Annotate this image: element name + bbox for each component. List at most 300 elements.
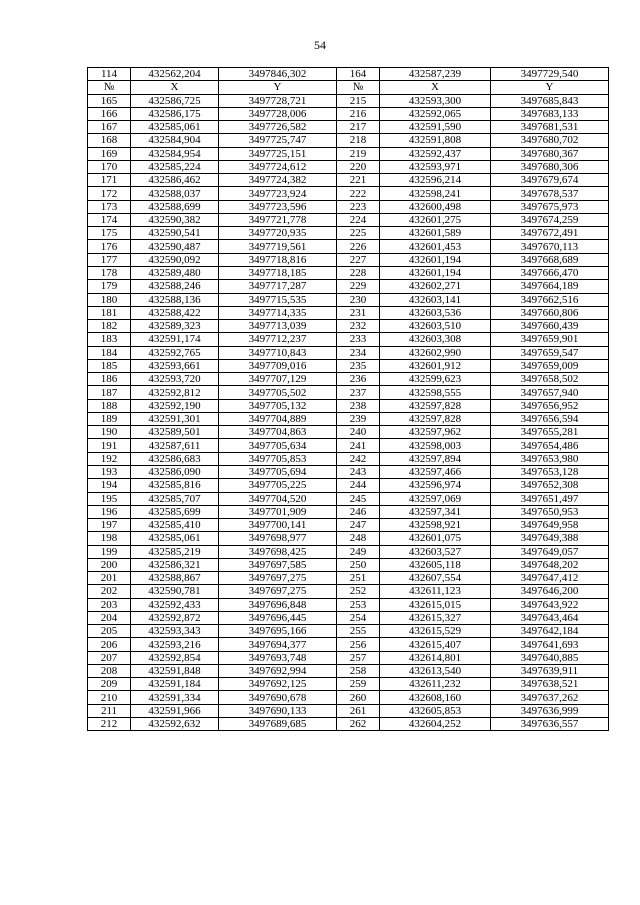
cell-x-coordinate: 432590,382	[131, 213, 219, 226]
cell-point-number: 186	[88, 373, 131, 386]
cell-y-coordinate: 3497643,464	[491, 611, 609, 624]
cell-x-coordinate: 432615,529	[380, 625, 491, 638]
cell-x-coordinate: 432597,341	[380, 505, 491, 518]
table-row	[88, 293, 609, 306]
table-row	[88, 718, 609, 731]
cell-point-number: 182	[88, 320, 131, 333]
cell-point-number: 219	[337, 147, 380, 160]
cell-y-coordinate: 3497695,166	[219, 625, 337, 638]
table-row	[88, 200, 609, 213]
cell-y-coordinate: 3497656,594	[491, 412, 609, 425]
cell-x-coordinate: 432601,194	[380, 253, 491, 266]
cell-x-coordinate: 432599,623	[380, 373, 491, 386]
cell-point-number: 169	[88, 147, 131, 160]
cell-x-coordinate: 432598,003	[380, 439, 491, 452]
table-row	[88, 572, 609, 585]
cell-x-coordinate: 432588,422	[131, 306, 219, 319]
cell-y-coordinate: 3497697,585	[219, 558, 337, 571]
table-row	[88, 306, 609, 319]
table-row	[88, 266, 609, 279]
table-row	[88, 558, 609, 571]
cell-x-coordinate: 432603,536	[380, 306, 491, 319]
cell-point-number: 233	[337, 333, 380, 346]
cell-x-coordinate: 432591,808	[380, 134, 491, 147]
cell-x-coordinate: 432597,894	[380, 452, 491, 465]
cell-y-coordinate: 3497696,848	[219, 598, 337, 611]
cell-x-coordinate: 432608,160	[380, 691, 491, 704]
cell-point-number: 184	[88, 346, 131, 359]
cell-y-coordinate: 3497723,924	[219, 187, 337, 200]
cell-x-coordinate: 432597,828	[380, 399, 491, 412]
cell-x-coordinate: 432591,334	[131, 691, 219, 704]
cell-point-number: 228	[337, 266, 380, 279]
table-row	[88, 253, 609, 266]
cell-point-number: 207	[88, 651, 131, 664]
cell-x-coordinate: 432603,527	[380, 545, 491, 558]
cell-y-coordinate: 3497662,516	[491, 293, 609, 306]
cell-y-coordinate: 3497653,980	[491, 452, 609, 465]
cell-y-coordinate: 3497712,237	[219, 333, 337, 346]
table-row	[88, 399, 609, 412]
cell-point-number: 237	[337, 386, 380, 399]
cell-y-coordinate: 3497713,039	[219, 320, 337, 333]
table-row	[88, 678, 609, 691]
cell-y-coordinate: 3497657,940	[491, 386, 609, 399]
cell-y-coordinate: 3497705,225	[219, 479, 337, 492]
cell-x-coordinate: 432598,555	[380, 386, 491, 399]
table-row	[88, 479, 609, 492]
cell-y-coordinate: 3497646,200	[491, 585, 609, 598]
column-header-x-coordinate: X	[380, 81, 491, 94]
cell-point-number: 218	[337, 134, 380, 147]
cell-point-number: 227	[337, 253, 380, 266]
cell-point-number: 244	[337, 479, 380, 492]
table-row	[88, 465, 609, 478]
table-row	[88, 519, 609, 532]
cell-x-coordinate: 432585,061	[131, 532, 219, 545]
cell-point-number: 197	[88, 519, 131, 532]
cell-y-coordinate: 3497660,439	[491, 320, 609, 333]
column-header-x-coordinate: X	[131, 81, 219, 94]
cell-x-coordinate: 432603,141	[380, 293, 491, 306]
cell-y-coordinate: 3497649,388	[491, 532, 609, 545]
cell-point-number: 179	[88, 280, 131, 293]
cell-x-coordinate: 432615,407	[380, 638, 491, 651]
table-row	[88, 651, 609, 664]
table-row	[88, 333, 609, 346]
cell-y-coordinate: 3497649,057	[491, 545, 609, 558]
cell-x-coordinate: 432585,219	[131, 545, 219, 558]
cell-x-coordinate: 432592,812	[131, 386, 219, 399]
cell-x-coordinate: 432611,232	[380, 678, 491, 691]
cell-y-coordinate: 3497670,113	[491, 240, 609, 253]
cell-x-coordinate: 432586,321	[131, 558, 219, 571]
cell-y-coordinate: 3497680,367	[491, 147, 609, 160]
cell-point-number: 240	[337, 426, 380, 439]
cell-y-coordinate: 3497715,535	[219, 293, 337, 306]
cell-y-coordinate: 3497678,537	[491, 187, 609, 200]
cell-x-coordinate: 432590,781	[131, 585, 219, 598]
cell-y-coordinate: 3497637,262	[491, 691, 609, 704]
cell-x-coordinate: 432593,971	[380, 160, 491, 173]
cell-y-coordinate: 3497685,843	[491, 94, 609, 107]
cell-x-coordinate: 432607,554	[380, 572, 491, 585]
cell-y-coordinate: 3497648,202	[491, 558, 609, 571]
cell-y-coordinate: 3497664,189	[491, 280, 609, 293]
cell-y-coordinate: 3497700,141	[219, 519, 337, 532]
table-row	[88, 598, 609, 611]
cell-y-coordinate: 3497683,133	[491, 107, 609, 120]
cell-point-number: 191	[88, 439, 131, 452]
cell-point-number: 259	[337, 678, 380, 691]
cell-point-number: 226	[337, 240, 380, 253]
cell-y-coordinate: 3497705,502	[219, 386, 337, 399]
table-row	[88, 174, 609, 187]
cell-x-coordinate: 432588,037	[131, 187, 219, 200]
cell-x-coordinate: 432588,136	[131, 293, 219, 306]
cell-y-coordinate: 3497710,843	[219, 346, 337, 359]
cell-x-coordinate: 432615,015	[380, 598, 491, 611]
cell-point-number: 215	[337, 94, 380, 107]
column-header-y-coordinate: Y	[491, 81, 609, 94]
cell-x-coordinate: 432602,271	[380, 280, 491, 293]
table-row	[88, 625, 609, 638]
cell-y-coordinate: 3497642,184	[491, 625, 609, 638]
cell-point-number: 256	[337, 638, 380, 651]
cell-y-coordinate: 3497697,275	[219, 585, 337, 598]
cell-point-number: 251	[337, 572, 380, 585]
cell-x-coordinate: 432601,194	[380, 266, 491, 279]
cell-point-number: 205	[88, 625, 131, 638]
table-row	[88, 439, 609, 452]
cell-y-coordinate: 3497649,958	[491, 519, 609, 532]
cell-point-number: 189	[88, 412, 131, 425]
cell-point-number: 221	[337, 174, 380, 187]
cell-point-number: 217	[337, 121, 380, 134]
cell-x-coordinate: 432601,912	[380, 359, 491, 372]
coordinates-table	[87, 67, 609, 731]
table-row	[88, 704, 609, 717]
cell-x-coordinate: 432593,343	[131, 625, 219, 638]
cell-y-coordinate: 3497718,185	[219, 266, 337, 279]
table-row	[88, 492, 609, 505]
cell-y-coordinate: 3497655,281	[491, 426, 609, 439]
cell-y-coordinate: 3497690,133	[219, 704, 337, 717]
cell-y-coordinate: 3497693,748	[219, 651, 337, 664]
cell-x-coordinate: 432592,437	[380, 147, 491, 160]
cell-x-coordinate: 432585,410	[131, 519, 219, 532]
cell-y-coordinate: 3497704,863	[219, 426, 337, 439]
cell-point-number: 225	[337, 227, 380, 240]
cell-y-coordinate: 3497636,557	[491, 718, 609, 731]
cell-y-coordinate: 3497666,470	[491, 266, 609, 279]
cell-point-number: 181	[88, 306, 131, 319]
cell-x-coordinate: 432590,541	[131, 227, 219, 240]
cell-x-coordinate: 432588,699	[131, 200, 219, 213]
cell-point-number: 168	[88, 134, 131, 147]
cell-point-number: 185	[88, 359, 131, 372]
table-row	[88, 280, 609, 293]
cell-y-coordinate: 3497705,634	[219, 439, 337, 452]
cell-point-number: 245	[337, 492, 380, 505]
cell-point-number: 236	[337, 373, 380, 386]
cell-point-number: 209	[88, 678, 131, 691]
cell-y-coordinate: 3497643,922	[491, 598, 609, 611]
table-row	[88, 373, 609, 386]
cell-x-coordinate: 432584,904	[131, 134, 219, 147]
cell-point-number: 238	[337, 399, 380, 412]
cell-x-coordinate: 432586,090	[131, 465, 219, 478]
cell-x-coordinate: 432587,239	[380, 68, 491, 81]
cell-point-number: 170	[88, 160, 131, 173]
cell-point-number: 254	[337, 611, 380, 624]
cell-x-coordinate: 432604,252	[380, 718, 491, 731]
cell-point-number: 255	[337, 625, 380, 638]
cell-y-coordinate: 3497696,445	[219, 611, 337, 624]
cell-x-coordinate: 432586,462	[131, 174, 219, 187]
cell-x-coordinate: 432592,632	[131, 718, 219, 731]
cell-x-coordinate: 432585,699	[131, 505, 219, 518]
cell-y-coordinate: 3497675,973	[491, 200, 609, 213]
cell-y-coordinate: 3497668,689	[491, 253, 609, 266]
cell-y-coordinate: 3497692,125	[219, 678, 337, 691]
header-row	[88, 81, 609, 94]
cell-point-number: 177	[88, 253, 131, 266]
cell-point-number: 231	[337, 306, 380, 319]
cell-point-number: 178	[88, 266, 131, 279]
table-row	[88, 346, 609, 359]
cell-point-number: 249	[337, 545, 380, 558]
cell-point-number: 210	[88, 691, 131, 704]
cell-point-number: 204	[88, 611, 131, 624]
cell-y-coordinate: 3497653,128	[491, 465, 609, 478]
table-row	[88, 94, 609, 107]
cell-point-number: 260	[337, 691, 380, 704]
cell-x-coordinate: 432597,069	[380, 492, 491, 505]
cell-x-coordinate: 432601,453	[380, 240, 491, 253]
table-row	[88, 320, 609, 333]
cell-y-coordinate: 3497679,674	[491, 174, 609, 187]
cell-point-number: 165	[88, 94, 131, 107]
cell-point-number: 208	[88, 664, 131, 677]
table-row	[88, 412, 609, 425]
cell-y-coordinate: 3497698,425	[219, 545, 337, 558]
cell-x-coordinate: 432605,853	[380, 704, 491, 717]
table-row	[88, 359, 609, 372]
cell-x-coordinate: 432597,828	[380, 412, 491, 425]
cell-y-coordinate: 3497718,816	[219, 253, 337, 266]
cell-y-coordinate: 3497705,132	[219, 399, 337, 412]
cell-x-coordinate: 432589,323	[131, 320, 219, 333]
cell-point-number: 187	[88, 386, 131, 399]
cell-y-coordinate: 3497689,685	[219, 718, 337, 731]
cell-y-coordinate: 3497728,006	[219, 107, 337, 120]
cell-point-number: 247	[337, 519, 380, 532]
cell-x-coordinate: 432591,966	[131, 704, 219, 717]
cell-point-number: 196	[88, 505, 131, 518]
cell-x-coordinate: 432585,707	[131, 492, 219, 505]
cell-point-number: 114	[88, 68, 131, 81]
cell-y-coordinate: 3497725,747	[219, 134, 337, 147]
cell-point-number: 248	[337, 532, 380, 545]
table-row	[88, 187, 609, 200]
cell-point-number: 164	[337, 68, 380, 81]
cell-x-coordinate: 432591,184	[131, 678, 219, 691]
cell-y-coordinate: 3497680,702	[491, 134, 609, 147]
cell-y-coordinate: 3497714,335	[219, 306, 337, 319]
cell-x-coordinate: 432601,075	[380, 532, 491, 545]
cell-x-coordinate: 432598,241	[380, 187, 491, 200]
cell-x-coordinate: 432586,725	[131, 94, 219, 107]
cell-x-coordinate: 432589,480	[131, 266, 219, 279]
cell-y-coordinate: 3497674,259	[491, 213, 609, 226]
cell-point-number: 166	[88, 107, 131, 120]
cell-point-number: 229	[337, 280, 380, 293]
cell-point-number: 188	[88, 399, 131, 412]
cell-y-coordinate: 3497656,952	[491, 399, 609, 412]
cell-y-coordinate: 3497681,531	[491, 121, 609, 134]
cell-y-coordinate: 3497704,889	[219, 412, 337, 425]
cell-x-coordinate: 432589,501	[131, 426, 219, 439]
cell-x-coordinate: 432585,224	[131, 160, 219, 173]
table-row	[88, 227, 609, 240]
cell-point-number: 201	[88, 572, 131, 585]
cell-y-coordinate: 3497639,911	[491, 664, 609, 677]
cell-y-coordinate: 3497638,521	[491, 678, 609, 691]
cell-x-coordinate: 432562,204	[131, 68, 219, 81]
cell-point-number: 192	[88, 452, 131, 465]
cell-x-coordinate: 432600,498	[380, 200, 491, 213]
cell-point-number: 234	[337, 346, 380, 359]
cell-y-coordinate: 3497660,806	[491, 306, 609, 319]
cell-x-coordinate: 432586,175	[131, 107, 219, 120]
cell-x-coordinate: 432590,487	[131, 240, 219, 253]
column-header-point-number: №	[88, 81, 131, 94]
cell-point-number: 224	[337, 213, 380, 226]
cell-x-coordinate: 432588,246	[131, 280, 219, 293]
table-row	[88, 213, 609, 226]
cell-point-number: 183	[88, 333, 131, 346]
cell-x-coordinate: 432598,921	[380, 519, 491, 532]
cell-point-number: 203	[88, 598, 131, 611]
cell-y-coordinate: 3497647,412	[491, 572, 609, 585]
cell-point-number: 175	[88, 227, 131, 240]
cell-point-number: 261	[337, 704, 380, 717]
cell-x-coordinate: 432584,954	[131, 147, 219, 160]
cell-y-coordinate: 3497690,678	[219, 691, 337, 704]
cell-x-coordinate: 432597,466	[380, 465, 491, 478]
cell-x-coordinate: 432585,061	[131, 121, 219, 134]
cell-y-coordinate: 3497697,275	[219, 572, 337, 585]
cell-point-number: 198	[88, 532, 131, 545]
cell-y-coordinate: 3497650,953	[491, 505, 609, 518]
cell-x-coordinate: 432591,590	[380, 121, 491, 134]
cell-point-number: 194	[88, 479, 131, 492]
cell-y-coordinate: 3497720,935	[219, 227, 337, 240]
cell-y-coordinate: 3497651,497	[491, 492, 609, 505]
cell-point-number: 172	[88, 187, 131, 200]
cell-x-coordinate: 432591,301	[131, 412, 219, 425]
cell-x-coordinate: 432592,854	[131, 651, 219, 664]
cell-point-number: 176	[88, 240, 131, 253]
cell-x-coordinate: 432592,765	[131, 346, 219, 359]
cell-point-number: 230	[337, 293, 380, 306]
cell-point-number: 243	[337, 465, 380, 478]
table-row	[88, 240, 609, 253]
table-row	[88, 611, 609, 624]
cell-point-number: 193	[88, 465, 131, 478]
page-number: 54	[314, 38, 326, 52]
cell-y-coordinate: 3497692,994	[219, 664, 337, 677]
cell-y-coordinate: 3497725,151	[219, 147, 337, 160]
cell-point-number: 174	[88, 213, 131, 226]
cell-x-coordinate: 432591,848	[131, 664, 219, 677]
cell-point-number: 232	[337, 320, 380, 333]
cell-point-number: 173	[88, 200, 131, 213]
cell-point-number: 206	[88, 638, 131, 651]
cell-y-coordinate: 3497659,901	[491, 333, 609, 346]
cell-y-coordinate: 3497729,540	[491, 68, 609, 81]
cell-y-coordinate: 3497640,885	[491, 651, 609, 664]
cell-y-coordinate: 3497723,596	[219, 200, 337, 213]
cell-x-coordinate: 432596,974	[380, 479, 491, 492]
cell-point-number: 222	[337, 187, 380, 200]
cell-point-number: 190	[88, 426, 131, 439]
cell-x-coordinate: 432605,118	[380, 558, 491, 571]
cell-y-coordinate: 3497705,853	[219, 452, 337, 465]
cell-x-coordinate: 432614,801	[380, 651, 491, 664]
cell-point-number: 246	[337, 505, 380, 518]
cell-y-coordinate: 3497654,486	[491, 439, 609, 452]
cell-y-coordinate: 3497717,287	[219, 280, 337, 293]
cell-y-coordinate: 3497707,129	[219, 373, 337, 386]
cell-point-number: 211	[88, 704, 131, 717]
cell-x-coordinate: 432615,327	[380, 611, 491, 624]
cell-point-number: 200	[88, 558, 131, 571]
cell-y-coordinate: 3497680,306	[491, 160, 609, 173]
table-row	[88, 147, 609, 160]
table-row	[88, 545, 609, 558]
table-row	[88, 426, 609, 439]
cell-point-number: 242	[337, 452, 380, 465]
cell-point-number: 220	[337, 160, 380, 173]
cell-y-coordinate: 3497652,308	[491, 479, 609, 492]
cell-x-coordinate: 432603,308	[380, 333, 491, 346]
cell-x-coordinate: 432591,174	[131, 333, 219, 346]
cell-point-number: 180	[88, 293, 131, 306]
cell-y-coordinate: 3497846,302	[219, 68, 337, 81]
cell-y-coordinate: 3497672,491	[491, 227, 609, 240]
table-row	[88, 121, 609, 134]
cell-point-number: 252	[337, 585, 380, 598]
cell-x-coordinate: 432592,433	[131, 598, 219, 611]
cell-y-coordinate: 3497721,778	[219, 213, 337, 226]
cell-point-number: 253	[337, 598, 380, 611]
cell-point-number: 199	[88, 545, 131, 558]
table-row	[88, 452, 609, 465]
cell-point-number: 171	[88, 174, 131, 187]
column-header-y-coordinate: Y	[219, 81, 337, 94]
cell-x-coordinate: 432587,611	[131, 439, 219, 452]
cell-point-number: 195	[88, 492, 131, 505]
cell-x-coordinate: 432601,589	[380, 227, 491, 240]
cell-point-number: 167	[88, 121, 131, 134]
cell-y-coordinate: 3497728,721	[219, 94, 337, 107]
cell-point-number: 202	[88, 585, 131, 598]
table-row	[88, 585, 609, 598]
cell-x-coordinate: 432611,123	[380, 585, 491, 598]
table-row	[88, 134, 609, 147]
